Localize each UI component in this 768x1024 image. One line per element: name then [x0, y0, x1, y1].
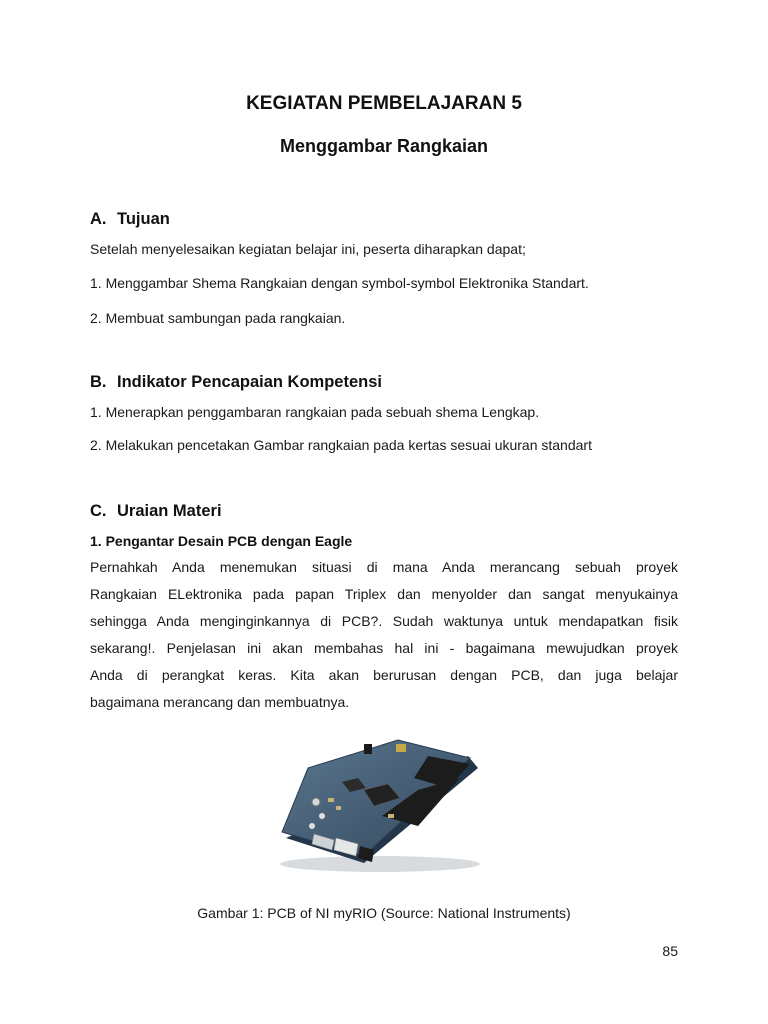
section-c-heading	[90, 502, 222, 521]
section-b-item-2: 2. Melakukan pencetakan Gambar rangkaian pada kertas sesuai ukuran standart	[90, 437, 592, 453]
component	[336, 806, 341, 810]
section-a-intro: Setelah menyelesaikan kegiatan belajar ini, peserta diharapkan dapat;	[90, 241, 526, 257]
section-a-heading	[90, 210, 170, 229]
board-shadow	[280, 856, 480, 872]
section-a-item-2: 2. Membuat sambungan pada rangkaian.	[90, 310, 346, 326]
section-c-label: C.	[90, 502, 107, 520]
chapter-title: KEGIATAN PEMBELAJARAN 5	[246, 93, 522, 114]
section-c-subheading: 1. Pengantar Desain PCB dengan Eagle	[90, 533, 353, 549]
paragraph-line: sekarang!. Penjelasan ini akan membahas hal ini - bagaimana mewujudkan proyek	[90, 640, 678, 656]
paragraph-line: bagaimana merancang dan membuatnya.	[90, 694, 350, 710]
section-b-label: B.	[90, 373, 107, 391]
section-a-title: Tujuan	[117, 210, 170, 228]
section-b-title: Indikator Pencapaian Kompetensi	[117, 373, 382, 391]
chapter-subtitle: Menggambar Rangkaian	[279, 136, 489, 156]
page-number: 85	[662, 943, 678, 959]
section-a-label: A.	[90, 210, 107, 228]
figure-caption: Gambar 1: PCB of NI myRIO (Source: National Instruments)	[197, 905, 571, 921]
pcb-illustration	[268, 728, 500, 878]
section-c-paragraph	[90, 554, 678, 716]
section-b-heading	[90, 373, 382, 392]
paragraph-line: Rangkaian ELektronika pada papan Triplex dan menyolder dan sangat menyukainya	[90, 586, 678, 602]
section-c-title: Uraian Materi	[117, 502, 222, 520]
section-b-item-1: 1. Menerapkan penggambaran rangkaian pada sebuah shema Lengkap.	[90, 404, 540, 420]
audio-jack	[312, 798, 320, 806]
button-component	[319, 813, 325, 819]
switch-component	[364, 744, 372, 754]
component	[388, 814, 394, 818]
section-a-item-1: 1. Menggambar Shema Rangkaian dengan symbol-symbol Elektronika Standart.	[90, 275, 589, 291]
paragraph-line: sehingga Anda menginginkannya di PCB?. Sudah waktunya untuk mendapatkan fisik	[90, 613, 678, 629]
paragraph-line: Pernahkah Anda menemukan situasi di mana Anda merancang sebuah proyek	[90, 559, 678, 575]
switch-component	[396, 744, 406, 752]
component	[328, 798, 334, 802]
paragraph-line: Anda di perangkat keras. Kita akan berurusan dengan PCB, dan juga belajar	[90, 667, 678, 683]
pcb-image	[268, 728, 500, 878]
button-component	[309, 823, 315, 829]
